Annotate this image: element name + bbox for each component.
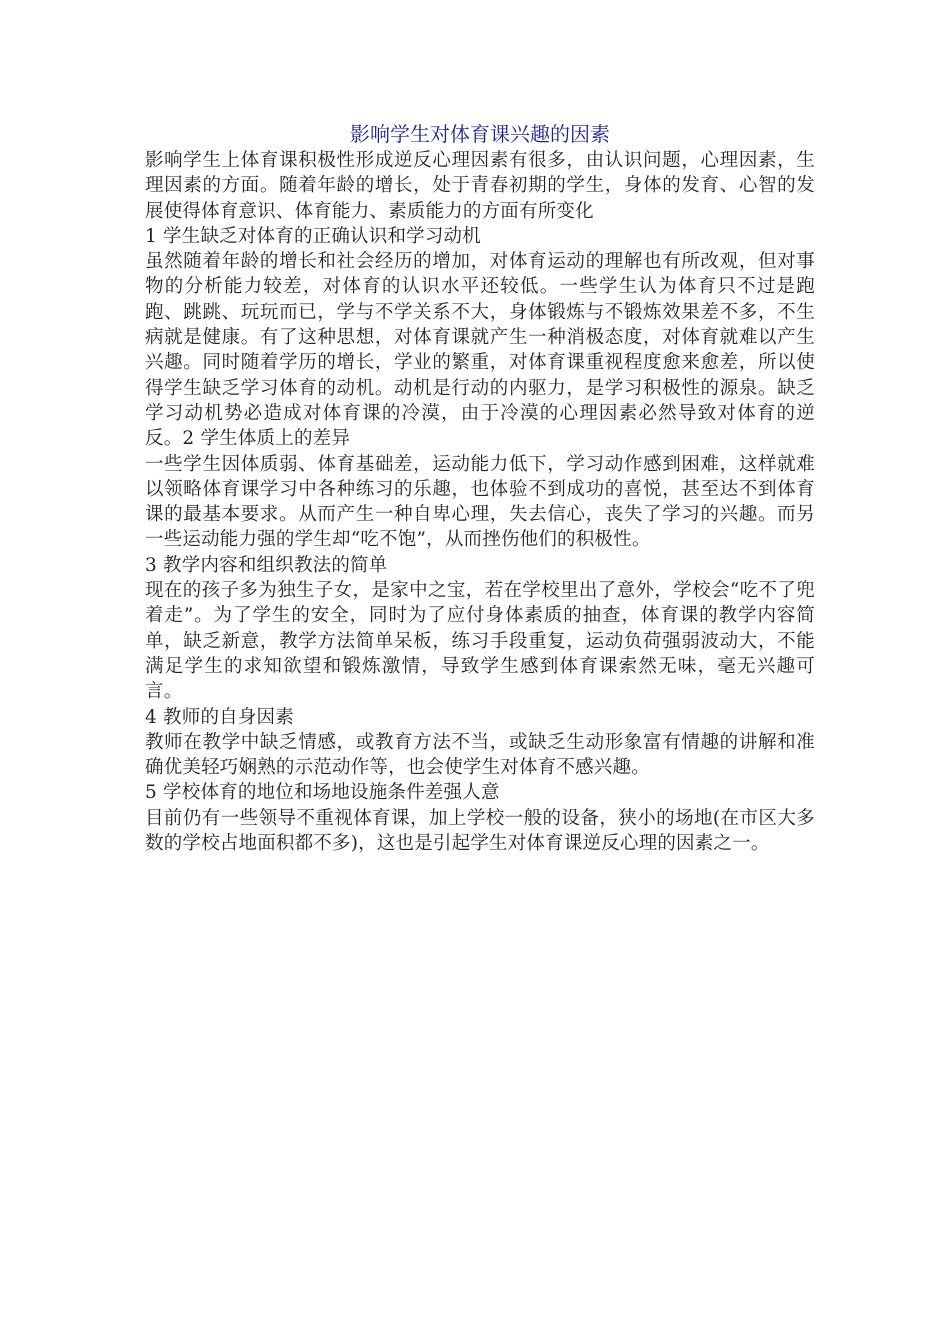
section-4-heading: 4 教师的自身因素 — [145, 706, 294, 728]
document-title: 影响学生对体育课兴趣的因素 — [350, 122, 610, 146]
section-1-body: 虽然随着年龄的增长和社会经历的增加，对体育运动的理解也有所改观，但对事物的分析能力较差，对体育的认识水平还较低。一些学生认为体育只不过是跑跑、跳跳、玩玩而已，学与不学关系不大，身体锻炼与不锻炼效果差不多，不生病就是健康。有了这种思想，对体育课就产生一种消极态度，对体育就难以产生兴趣。同时随着学历的增长，学业的繁重，对体育课重视程度愈来愈差，所以使得学生缺乏学习体育的动机。动机是行动的内驱力，是学习积极性的源泉。缺乏学习动机势必造成对体育课的冷漠，由于冷漠的心理因素必然导致对体育的逆反。2 学生体质上的差异 — [145, 251, 815, 450]
section-5-heading: 5 学校体育的地位和场地设施条件差强人意 — [145, 782, 500, 804]
section-3-heading: 3 教学内容和组织教法的简单 — [145, 554, 388, 576]
section-5-body: 目前仍有一些领导不重视体育课，加上学校一般的设备，狭小的场地(在市区大多数的学校占地面积都不多)，这也是引起学生对体育课逆反心理的因素之一。 — [145, 807, 815, 855]
section-4-body: 教师在教学中缺乏情感，或教育方法不当，或缺乏生动形象富有情趣的讲解和准确优美轻巧娴熟的示范动作等，也会使学生对体育不感兴趣。 — [145, 731, 815, 779]
document-page — [145, 120, 815, 856]
section-2-body: 一些学生因体质弱、体育基础差，运动能力低下，学习动作感到困难，这样就难以领略体育课学习中各种练习的乐趣，也体验不到成功的喜悦，甚至达不到体育课的最基本要求。从而产生一种自卑心理，失去信心，丧失了学习的兴趣。而另一些运动能力强的学生却“吃不饱”，从而挫伤他们的积极性。 — [145, 453, 815, 551]
section-3-body: 现在的孩子多为独生子女，是家中之宝，若在学校里出了意外，学校会“吃不了兜着走”。为了学生的安全，同时为了应付身体素质的抽查，体育课的教学内容简单，缺乏新意，教学方法简单呆板，练习手段重复，运动负荷强弱波动大，不能满足学生的求知欲望和锻炼激情，导致学生感到体育课索然无味，毫无兴趣可言。 — [145, 580, 815, 703]
section-1-heading: 1 学生缺乏对体育的正确认识和学习动机 — [145, 225, 481, 247]
intro-paragraph: 影响学生上体育课积极性形成逆反心理因素有很多，由认识问题，心理因素，生理因素的方面。随着年龄的增长，处于青春初期的学生，身体的发育、心智的发展使得体育意识、体育能力、素质能力的方面有所变化 — [145, 150, 815, 222]
